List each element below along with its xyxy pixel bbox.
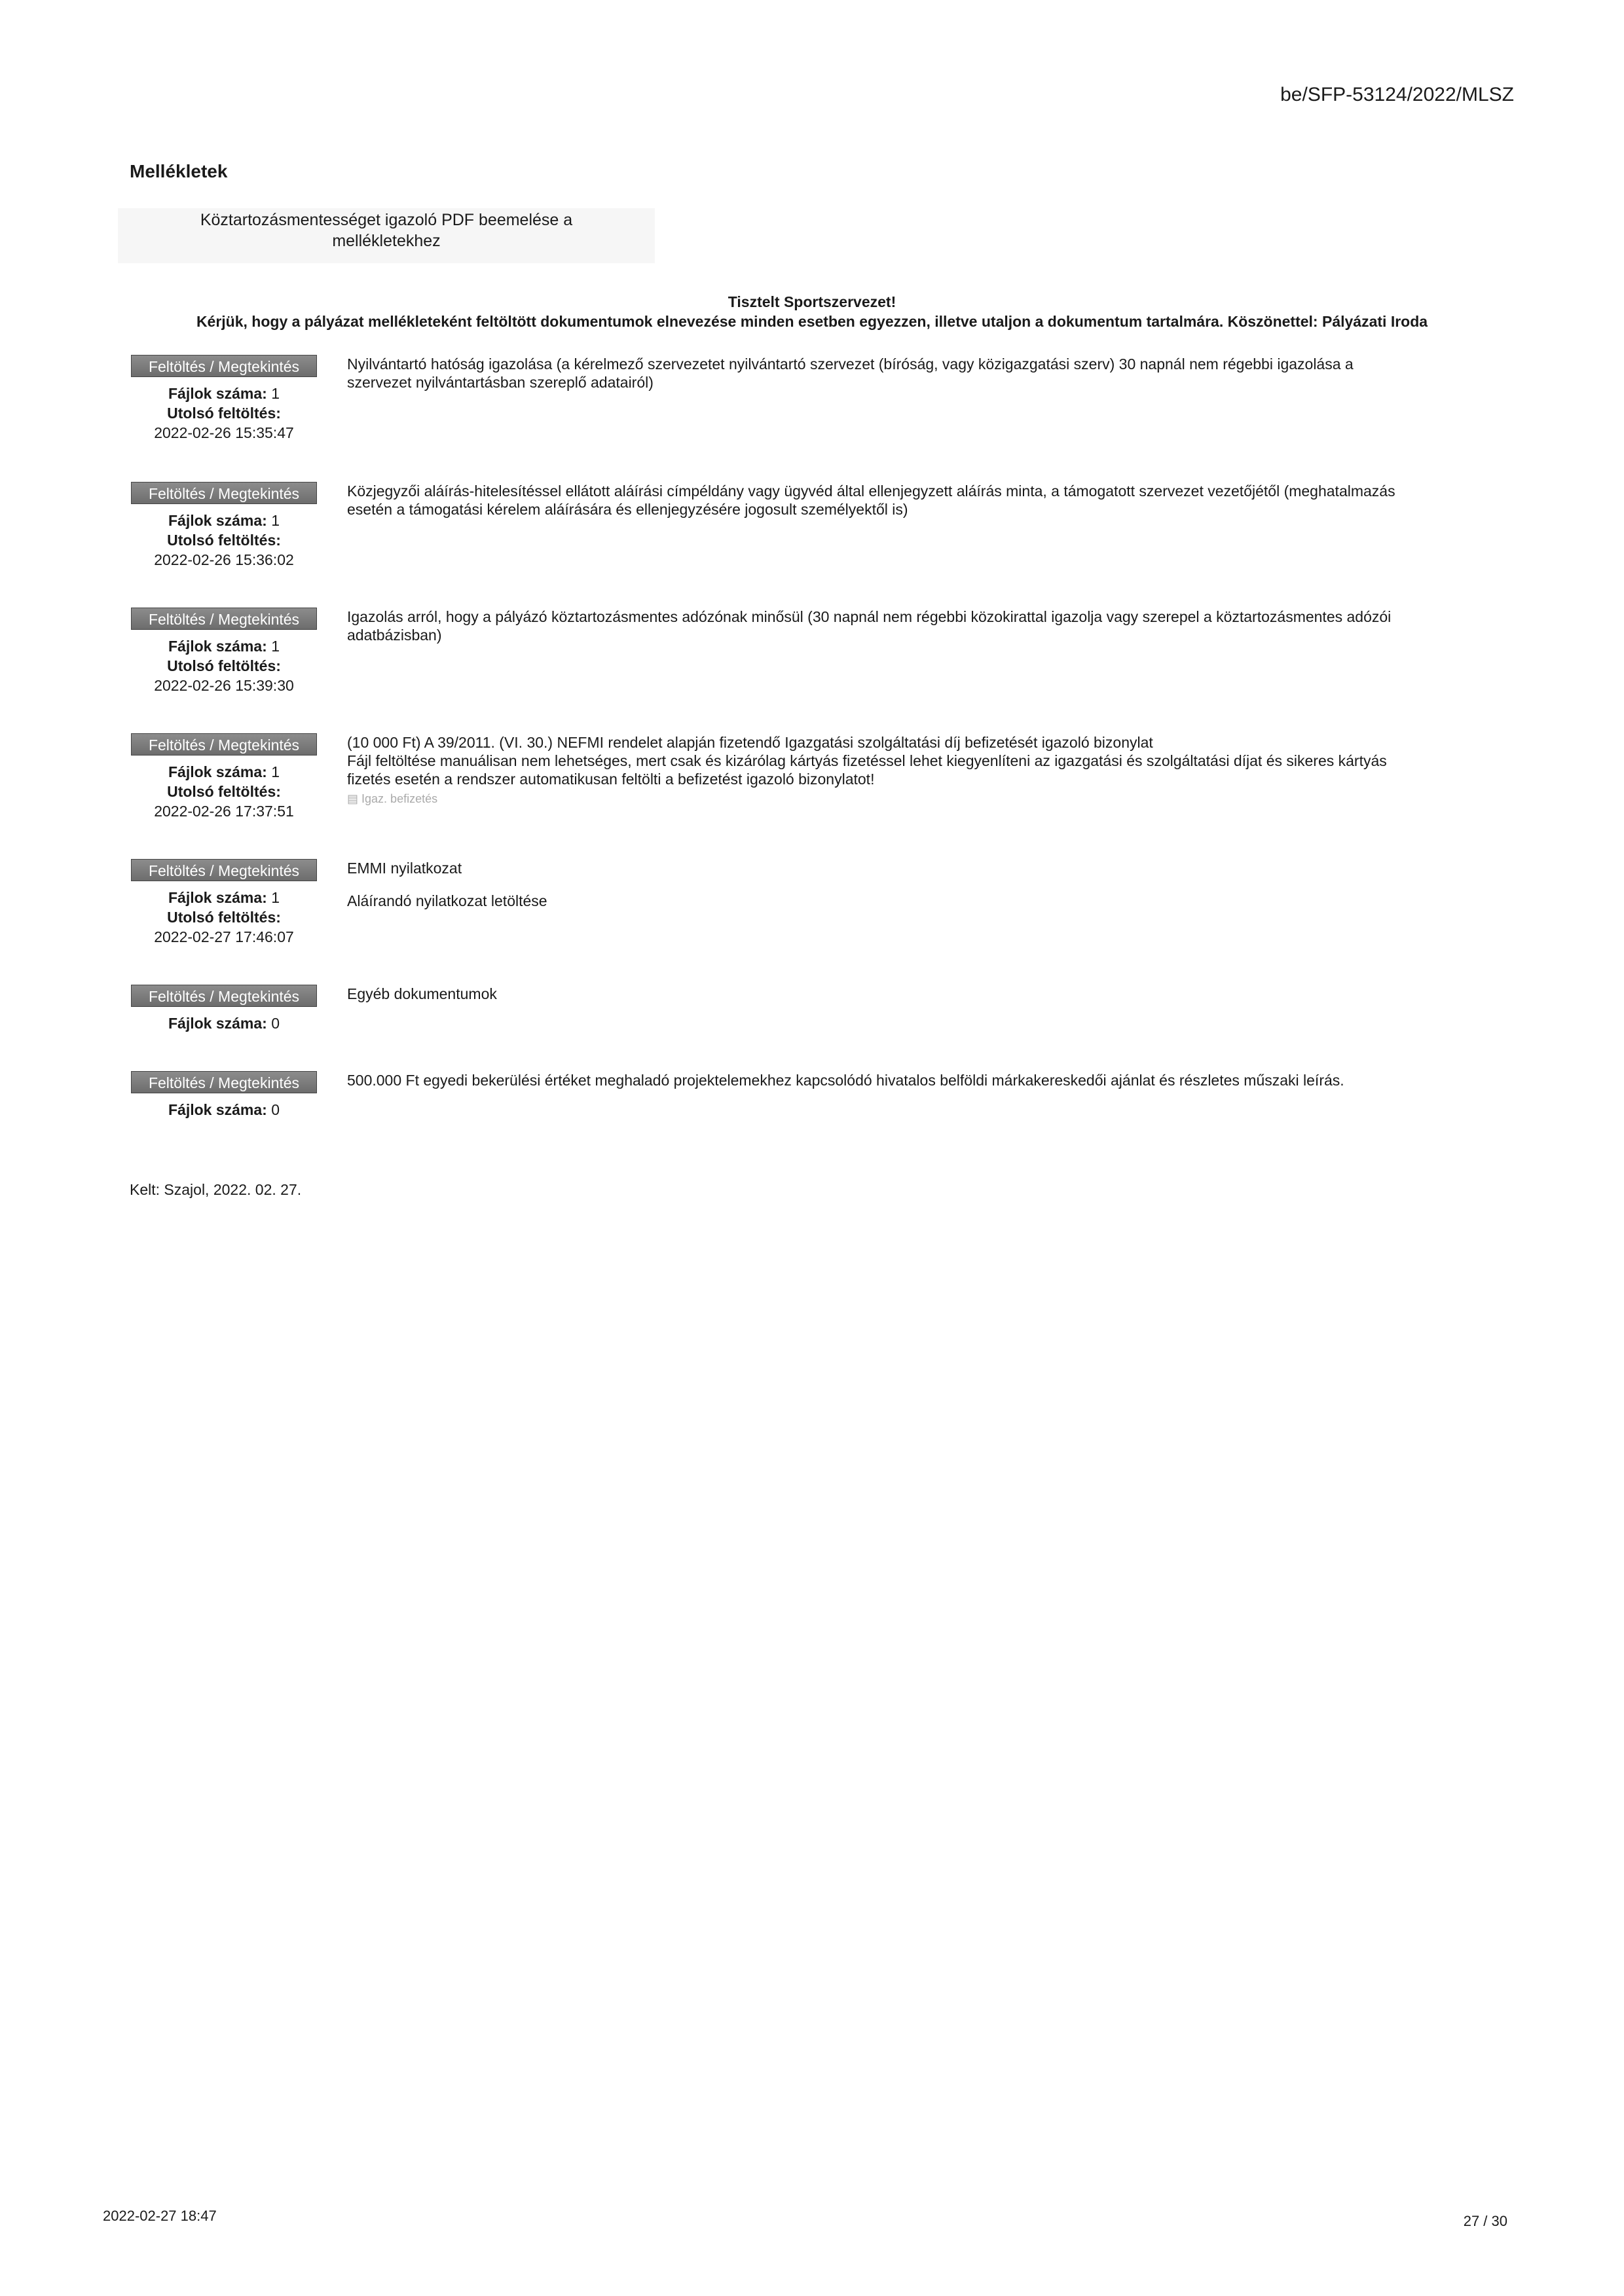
attachment-description bbox=[347, 355, 1421, 392]
file-count bbox=[130, 762, 318, 782]
upload-view-button[interactable]: Feltöltés / Megtekintés bbox=[131, 355, 317, 377]
description-text: EMMI nyilatkozat bbox=[347, 860, 462, 877]
file-count-value: 0 bbox=[271, 1015, 280, 1032]
file-count-label: Fájlok száma: bbox=[168, 763, 267, 780]
file-count bbox=[130, 888, 318, 907]
description-text: (10 000 Ft) A 39/2011. (VI. 30.) NEFMI rendelet alapján fizetendő Igazgatási szolgáltatási díj befizetését igazoló bizonylat bbox=[347, 734, 1153, 751]
document-icon: ▤ bbox=[347, 792, 359, 805]
attachment-controls bbox=[130, 859, 318, 947]
upload-view-button[interactable]: Feltöltés / Megtekintés bbox=[131, 733, 317, 756]
upload-view-button[interactable]: Feltöltés / Megtekintés bbox=[131, 1071, 317, 1093]
file-count bbox=[130, 636, 318, 656]
last-upload-value: 2022-02-26 15:36:02 bbox=[154, 551, 294, 568]
notice-greeting: Tisztelt Sportszervezet! bbox=[728, 293, 896, 310]
pdf-include-note bbox=[118, 208, 655, 263]
pdf-note-line-1: Köztartozásmentességet igazoló PDF beemelése a bbox=[200, 211, 573, 229]
upload-view-button[interactable]: Feltöltés / Megtekintés bbox=[131, 859, 317, 881]
payment-receipt-label: Igaz. befizetés bbox=[361, 792, 438, 805]
file-count-label: Fájlok száma: bbox=[168, 1101, 267, 1118]
description-text: Közjegyzői aláírás-hitelesítéssel ellátott aláírási címpéldány vagy ügyvéd által ellenjegyzett aláírás minta, a támogatott szervezet vezetőjétől (meghatalmazás esetén a támogatási kérelem aláírására és ellenjegyzésére jogosult személyektől is) bbox=[347, 483, 1395, 518]
attachment-description bbox=[347, 985, 1421, 1003]
upload-view-button[interactable]: Feltöltés / Megtekintés bbox=[131, 608, 317, 630]
file-count bbox=[130, 511, 318, 530]
last-upload-label: Utolsó feltöltés: bbox=[167, 657, 281, 674]
notice-text: Kérjük, hogy a pályázat mellékleteként feltöltött dokumentumok elnevezése minden esetben egyezzen, illetve utaljon a dokumentum tartalmára. Köszönettel: Pályázati Iroda bbox=[196, 313, 1428, 330]
description-text: Igazolás arról, hogy a pályázó köztartozásmentes adózónak minősül (30 napnál nem régebbi közokirattal igazolja vagy szerepel a köztartozásmentes adózói adatbázisban) bbox=[347, 608, 1392, 644]
document-id: be/SFP-53124/2022/MLSZ bbox=[1280, 84, 1514, 105]
payment-receipt-link[interactable] bbox=[347, 790, 1421, 808]
file-count-label: Fájlok száma: bbox=[168, 1015, 267, 1032]
file-count bbox=[130, 1100, 318, 1120]
file-count bbox=[130, 1013, 318, 1033]
description-text: Nyilvántartó hatóság igazolása (a kérelmező szervezetet nyilvántartó szervezet (bíróság, vagy közigazgatási szerv) 30 napnál nem régebbi igazolása a szervezet nyilvántartásban szereplő adatairól) bbox=[347, 355, 1354, 391]
attachment-description bbox=[347, 733, 1421, 808]
file-count-value: 0 bbox=[271, 1101, 280, 1118]
attachment-description bbox=[347, 608, 1421, 644]
description-text: Egyéb dokumentumok bbox=[347, 985, 497, 1002]
footer-timestamp: 2022-02-27 18:47 bbox=[103, 2208, 217, 2224]
upload-restriction-note: Fájl feltöltése manuálisan nem lehetséges, mert csak és kizárólag kártyás fizetéssel lehet kiegyenlíteni az igazgatási és szolgáltatási díjat és sikeres kártyás fizetés esetén a rendszer automatikusan feltölti a befizetést igazoló bizonylatot! bbox=[347, 752, 1387, 788]
last-upload-label: Utolsó feltöltés: bbox=[167, 532, 281, 549]
last-upload-value: 2022-02-26 15:39:30 bbox=[154, 677, 294, 694]
attachment-description bbox=[347, 482, 1421, 519]
page-number: 27 / 30 bbox=[1463, 2213, 1507, 2229]
last-upload-label: Utolsó feltöltés: bbox=[167, 783, 281, 800]
file-count-value: 1 bbox=[271, 385, 280, 402]
file-count-label: Fájlok száma: bbox=[168, 385, 267, 402]
attachment-controls bbox=[130, 985, 318, 1033]
file-count bbox=[130, 384, 318, 403]
file-count-label: Fájlok száma: bbox=[168, 638, 267, 655]
attachment-description bbox=[347, 1071, 1421, 1089]
last-upload-value: 2022-02-27 17:46:07 bbox=[154, 928, 294, 945]
file-count-label: Fájlok száma: bbox=[168, 512, 267, 529]
download-statement-link[interactable]: Aláírandó nyilatkozat letöltése bbox=[347, 892, 547, 909]
attachment-description bbox=[347, 859, 1421, 910]
issued-place-date: Kelt: Szajol, 2022. 02. 27. bbox=[130, 1181, 302, 1198]
file-count-value: 1 bbox=[271, 638, 280, 655]
file-count-value: 1 bbox=[271, 763, 280, 780]
attachment-controls bbox=[130, 355, 318, 443]
section-title: Mellékletek bbox=[130, 161, 228, 181]
upload-view-button[interactable]: Feltöltés / Megtekintés bbox=[131, 482, 317, 504]
file-count-label: Fájlok száma: bbox=[168, 889, 267, 906]
last-upload-value: 2022-02-26 15:35:47 bbox=[154, 424, 294, 441]
description-text: 500.000 Ft egyedi bekerülési értéket meghaladó projektelemekhez kapcsolódó hivatalos belföldi márkakereskedői ajánlat és részletes műszaki leírás. bbox=[347, 1072, 1344, 1089]
last-upload-label: Utolsó feltöltés: bbox=[167, 909, 281, 926]
attachment-controls bbox=[130, 1071, 318, 1120]
attachment-controls bbox=[130, 733, 318, 821]
last-upload-label: Utolsó feltöltés: bbox=[167, 405, 281, 422]
upload-view-button[interactable]: Feltöltés / Megtekintés bbox=[131, 985, 317, 1007]
file-count-value: 1 bbox=[271, 512, 280, 529]
last-upload-value: 2022-02-26 17:37:51 bbox=[154, 803, 294, 820]
pdf-note-line-2: mellékletekhez bbox=[332, 232, 441, 250]
file-count-value: 1 bbox=[271, 889, 280, 906]
attachment-controls bbox=[130, 482, 318, 570]
attachment-controls bbox=[130, 608, 318, 695]
